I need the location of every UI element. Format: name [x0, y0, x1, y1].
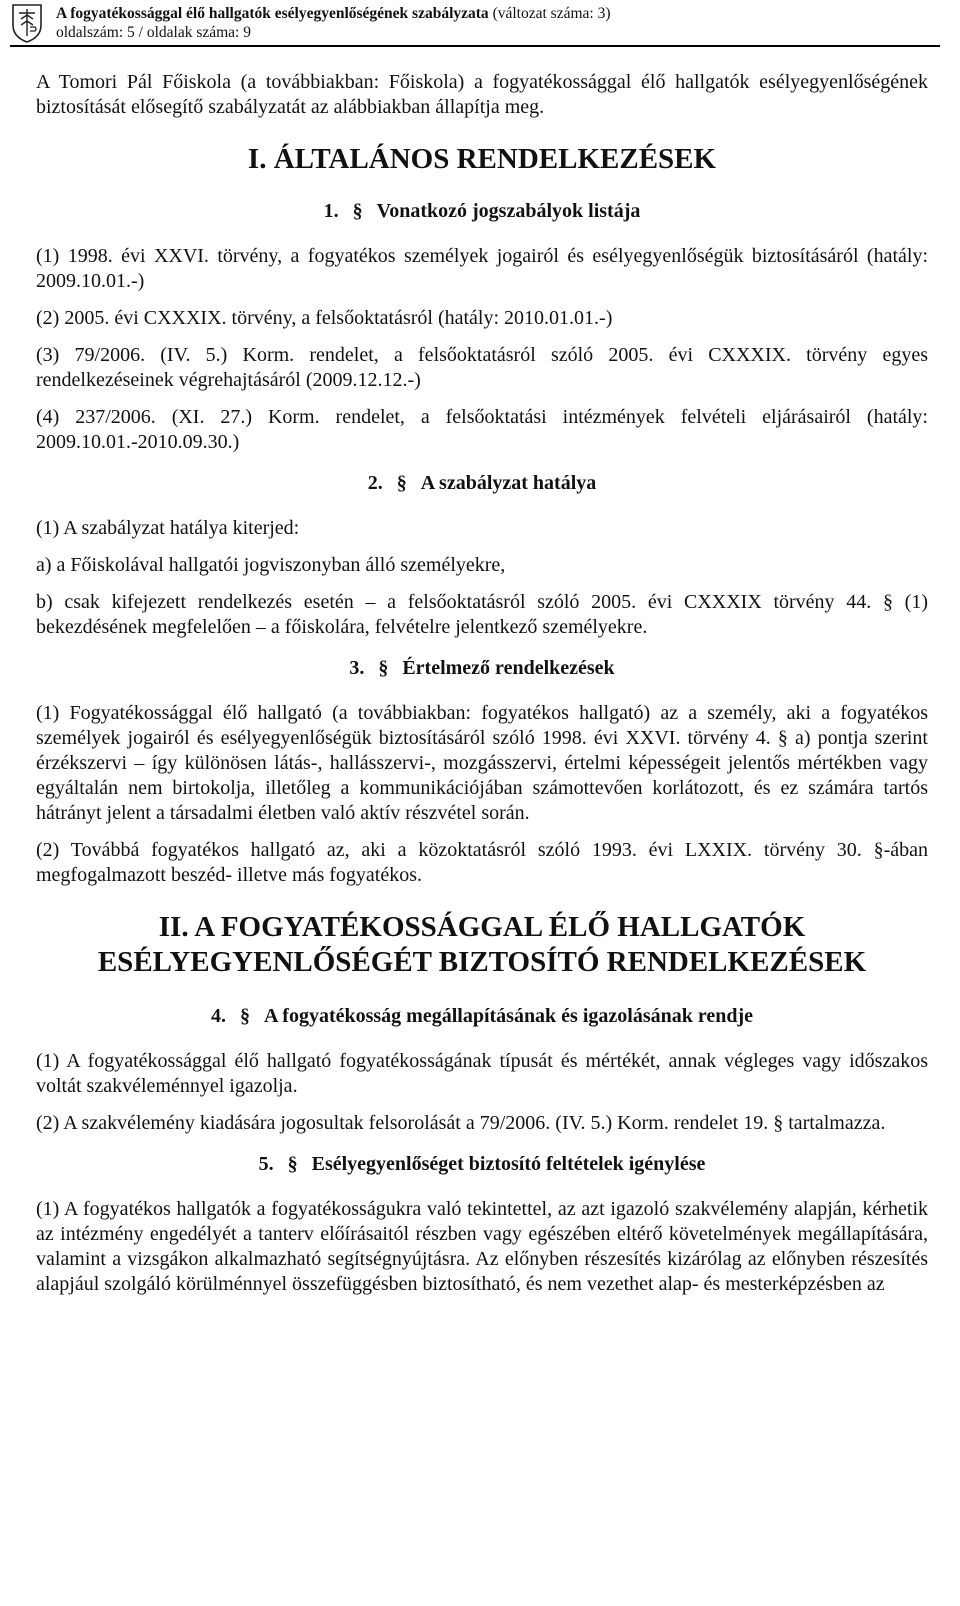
document-body: [36, 70, 928, 1309]
paragraph: (1) A szabályzat hatálya kiterjed:: [36, 517, 300, 539]
intro-paragraph: A Tomori Pál Főiskola (a továbbiakban: Főiskola) a fogyatékossággal élő hallgatók esélyegyenlőségének biztosítását elősegítő szabályzatát az alábbiakban állapítja meg.: [36, 71, 928, 118]
paragraph: (3) 79/2006. (IV. 5.) Korm. rendelet, a felsőoktatásról szóló 2005. évi CXXXIX. törvény egyes rendelkezéseinek végrehajtásáról (2009.12.12.-): [36, 344, 928, 391]
part-2-heading: II. A FOGYATÉKOSSÁGGAL ÉLŐ HALLGATÓK ESÉLYEGYENLŐSÉGÉT BIZTOSÍTÓ RENDELKEZÉSEK: [97, 911, 867, 978]
section-sign: §: [239, 1005, 250, 1027]
section-sign: §: [352, 200, 363, 222]
paragraph: (4) 237/2006. (XI. 27.) Korm. rendelet, a felsőoktatási intézmények felvételi eljárásairól (hatály: 2009.10.01.-2010.09.30.): [36, 406, 928, 453]
section-sign: §: [287, 1153, 298, 1175]
paragraph: (2) A szakvélemény kiadására jogosultak felsorolását a 79/2006. (IV. 5.) Korm. rendelet 19. § tartalmazza.: [36, 1112, 886, 1134]
paragraph: (2) Továbbá fogyatékos hallgató az, aki a közoktatásról szóló 1993. évi LXXIX. törvény 30. §-ában megfogalmazott beszéd- illetve más fogyatékos.: [36, 839, 928, 886]
section-sign: §: [396, 472, 407, 494]
section-2-heading: 2. § A szabályzat hatálya: [367, 472, 597, 494]
paragraph: (2) 2005. évi CXXXIX. törvény, a felsőoktatásról (hatály: 2010.01.01.-): [36, 307, 613, 329]
section-1-heading: 1. § Vonatkozó jogszabályok listája: [323, 200, 641, 222]
paragraph: (1) 1998. évi XXVI. törvény, a fogyatékos személyek jogairól és esélyegyenlőségük biztosításáról (hatály: 2009.10.01.-): [36, 245, 928, 292]
institution-crest-icon: [10, 3, 44, 43]
paragraph: b) csak kifejezett rendelkezés esetén – a felsőoktatásról szóló 2005. évi CXXXIX törvény 44. § (1) bekezdésének megfelelően – a főiskolára, felvételre jelentkező személyekre.: [36, 591, 928, 638]
paragraph: (1) Fogyatékossággal élő hallgató (a továbbiakban: fogyatékos hallgató) az a személy, aki a fogyatékos személyek jogairól és esélyegyenlőségük biztosításáról szóló 1998. évi XXVI. törvény 4. § a) pontja szerint érzékszervi – így különösen látás-, hallásszervi-, mozgásszervi, értelmi képességeit jelentős mértékben vagy egyáltalán nem birtokolja, illetőleg a kommunikációjában számottevően korlátozott, és ez számára tartós hátrányt jelent a társadalmi életben való aktív részvétel során.: [36, 702, 928, 824]
paragraph: (1) A fogyatékos hallgatók a fogyatékosságukra való tekintettel, az azt igazoló szakvélemény alapján, kérhetik az intézmény engedélyét a tanterv előírásaitól részben vagy egészében eltérő követelmények megállapítására, valamint a vizsgákon alkalmazható segítségnyújtásra. Az előnyben részesítés kizárólag az előnyben részesítés alapjául szolgáló körülménnyel összefüggésben biztosítható, és nem vezethet alap- és mesterképzésben az: [36, 1198, 928, 1295]
part-1-heading: I. ÁLTALÁNOS RENDELKEZÉSEK: [247, 143, 717, 175]
page-info: oldalszám: 5 / oldalak száma: 9: [56, 24, 251, 41]
page-header: [10, 3, 940, 47]
paragraph: (1) A fogyatékossággal élő hallgató fogyatékosságának típusát és mértékét, annak végleges vagy időszakos voltát szakvéleménnyel igazolja.: [36, 1050, 928, 1097]
header-text: [56, 4, 610, 42]
paragraph: a) a Főiskolával hallgatói jogviszonyban álló személyekre,: [36, 554, 506, 576]
section-sign: §: [378, 657, 389, 679]
version-label: (változat száma: 3): [492, 5, 611, 22]
section-5-heading: 5. § Esélyegyenlőséget biztosító feltételek igénylése: [258, 1153, 706, 1175]
document-title: A fogyatékossággal élő hallgatók esélyegyenlőségének szabályzata: [56, 5, 489, 22]
section-3-heading: 3. § Értelmező rendelkezések: [349, 657, 615, 679]
section-4-heading: 4. § A fogyatékosság megállapításának és igazolásának rendje: [210, 1005, 754, 1027]
